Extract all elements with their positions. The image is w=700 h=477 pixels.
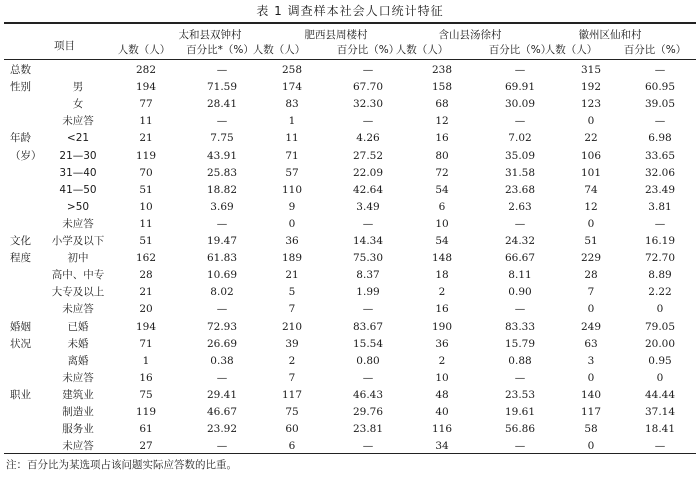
percent-cell: 32.30 [352,98,384,110]
row-item-label: 服务业 [62,423,94,435]
row-item-label: 未应答 [62,218,94,230]
percent-cell: 44.44 [644,389,676,401]
count-cell: 11 [285,132,299,144]
count-cell: 119 [135,406,157,418]
percent-cell: 39.05 [644,98,676,110]
count-cell: 190 [431,321,453,333]
percent-cell: 20.00 [644,338,676,350]
percent-cell: 69.91 [504,81,536,93]
percent-cell: 0.38 [210,355,234,367]
count-cell: 117 [580,406,602,418]
count-cell: 282 [135,64,157,76]
percent-cell: 72.70 [644,252,676,264]
count-cell: 0 [587,372,595,384]
count-cell: 54 [435,184,449,196]
percent-cell: 6.98 [648,132,672,144]
row-item-label: 31—40 [59,167,97,179]
percent-cell: — [514,372,526,384]
percent-cell: 23.92 [206,423,238,435]
row-item-label: >50 [66,201,90,213]
count-cell: 36 [435,338,449,350]
percent-cell: 2.63 [508,201,532,213]
percent-cell: — [514,440,526,452]
row-item-label: 已婚 [67,321,89,333]
percent-cell: — [514,115,526,127]
count-cell: 71 [285,150,299,162]
header-percent-label: 百分比*（%） [186,44,254,56]
row-group-label: 年龄 [10,132,31,144]
row-group-label: 程度 [10,252,31,264]
percent-cell: 60.95 [644,81,676,93]
row-item-label: 未应答 [62,115,94,127]
percent-cell: 23.53 [504,389,536,401]
header-count-label: 人数（人） [252,44,306,56]
percent-cell: 27.52 [352,150,384,162]
count-cell: 3 [587,355,595,367]
percent-cell: — [362,440,374,452]
percent-cell: — [514,64,526,76]
header-village-name: 肥西县周楼村 [304,29,368,41]
percent-cell: 56.86 [504,423,536,435]
percent-cell: 61.83 [206,252,238,264]
count-cell: 101 [580,167,602,179]
percent-cell: — [216,440,228,452]
percent-cell: 7.75 [210,132,234,144]
row-group-label: 婚姻 [10,321,31,333]
percent-cell: 42.64 [352,184,384,196]
percent-cell: 29.76 [352,406,384,418]
percent-cell: 22.09 [352,167,384,179]
count-cell: 48 [435,389,449,401]
percent-cell: 7.02 [508,132,532,144]
count-cell: 2 [288,355,296,367]
percent-cell: 0.80 [356,355,380,367]
count-cell: 10 [139,201,153,213]
count-cell: 0 [587,218,595,230]
percent-cell: 35.09 [504,150,536,162]
row-item-label: 建筑业 [62,389,94,401]
percent-cell: 8.02 [210,286,234,298]
percent-cell: 75.30 [352,252,384,264]
percent-cell: 83.33 [504,321,536,333]
percent-cell: — [216,372,228,384]
percent-cell: — [514,218,526,230]
count-cell: 12 [584,201,598,213]
table-title: 表 1 调查样本社会人口统计特征 [256,4,444,18]
row-item-label: 初中 [67,252,89,264]
percent-cell: 15.79 [504,338,536,350]
percent-cell: 10.69 [206,269,238,281]
header-village-name: 太和县双钟村 [178,29,242,41]
count-cell: 2 [438,355,446,367]
row-item-label: 41—50 [59,184,97,196]
count-cell: 6 [288,440,296,452]
count-cell: 75 [139,389,153,401]
count-cell: 34 [435,440,449,452]
count-cell: 71 [139,338,153,350]
count-cell: 7 [288,372,296,384]
count-cell: 27 [139,440,153,452]
row-item-label: 未应答 [62,372,94,384]
percent-cell: 0.90 [508,286,532,298]
percent-cell: 37.14 [644,406,676,418]
percent-cell: 66.67 [504,252,536,264]
count-cell: 238 [431,64,453,76]
row-item-label: 大专及以上 [51,286,105,298]
percent-cell: 43.91 [206,150,238,162]
count-cell: 110 [281,184,303,196]
table-rule [4,59,696,60]
row-item-label: 高中、中专 [51,269,105,281]
percent-cell: 23.68 [504,184,536,196]
percent-cell: 15.54 [352,338,384,350]
header-item-label: 项目 [54,40,75,52]
row-item-label: 未应答 [62,440,94,452]
row-item-label: 男 [72,81,84,93]
count-cell: 20 [139,303,153,315]
percent-cell: 3.49 [356,201,380,213]
count-cell: 21 [285,269,299,281]
percent-cell: — [362,115,374,127]
count-cell: 16 [435,303,449,315]
count-cell: 80 [435,150,449,162]
percent-cell: 18.41 [644,423,676,435]
count-cell: 40 [435,406,449,418]
percent-cell: 1.99 [356,286,380,298]
count-cell: 21 [139,286,153,298]
count-cell: 194 [135,321,157,333]
percent-cell: 26.69 [206,338,238,350]
row-group-label: （岁） [10,150,42,162]
row-group-label: 性别 [10,81,31,93]
percent-cell: 8.37 [356,269,380,281]
percent-cell: 19.61 [504,406,536,418]
count-cell: 70 [139,167,153,179]
percent-cell: — [362,64,374,76]
count-cell: 57 [285,167,299,179]
count-cell: 189 [281,252,303,264]
percent-cell: 46.43 [352,389,384,401]
percent-cell: — [362,372,374,384]
count-cell: 61 [139,423,153,435]
percent-cell: 18.82 [206,184,238,196]
count-cell: 28 [139,269,153,281]
count-cell: 148 [431,252,453,264]
row-item-label: 制造业 [62,406,94,418]
count-cell: 83 [285,98,299,110]
percent-cell: — [216,303,228,315]
count-cell: 106 [580,150,602,162]
count-cell: 116 [431,423,453,435]
count-cell: 10 [435,218,449,230]
percent-cell: 8.89 [648,269,672,281]
count-cell: 12 [435,115,449,127]
count-cell: 36 [285,235,299,247]
percent-cell: 14.34 [352,235,384,247]
table-rule [4,22,696,24]
count-cell: 51 [584,235,598,247]
percent-cell: — [216,64,228,76]
percent-cell: 25.83 [206,167,238,179]
count-cell: 1 [288,115,296,127]
count-cell: 39 [285,338,299,350]
row-group-label: 总数 [10,64,31,76]
percent-cell: — [216,115,228,127]
percent-cell: 2.22 [648,286,672,298]
percent-cell: — [362,218,374,230]
percent-cell: 19.47 [206,235,238,247]
header-percent-label: 百分比（%） [488,44,552,56]
count-cell: 9 [288,201,296,213]
count-cell: 60 [285,423,299,435]
count-cell: 123 [580,98,602,110]
count-cell: 18 [435,269,449,281]
count-cell: 0 [587,303,595,315]
count-cell: 6 [438,201,446,213]
percent-cell: 29.41 [206,389,238,401]
count-cell: 117 [281,389,303,401]
percent-cell: — [216,218,228,230]
count-cell: 11 [139,218,153,230]
percent-cell: 0.88 [508,355,532,367]
count-cell: 140 [580,389,602,401]
percent-cell: 23.49 [644,184,676,196]
row-group-label: 状况 [10,338,31,350]
percent-cell: 33.65 [644,150,676,162]
percent-cell: 3.81 [648,201,672,213]
count-cell: 249 [580,321,602,333]
percent-cell: 67.70 [352,81,384,93]
percent-cell: 83.67 [352,321,384,333]
count-cell: 77 [139,98,153,110]
count-cell: 16 [139,372,153,384]
count-cell: 158 [431,81,453,93]
row-item-label: 未婚 [67,338,89,350]
header-village-name: 含山县汤徐村 [438,29,502,41]
row-item-label: 离婚 [67,355,89,367]
header-count-label: 人数（人） [395,44,449,56]
count-cell: 7 [587,286,595,298]
count-cell: 229 [580,252,602,264]
table-footnote: 注：百分比为某选项占该问题实际应答数的比重。 [6,459,237,471]
count-cell: 28 [584,269,598,281]
row-item-label: <21 [66,132,90,144]
row-item-label: 小学及以下 [51,235,105,247]
percent-cell: — [514,303,526,315]
percent-cell: — [362,303,374,315]
percent-cell: 31.58 [504,167,536,179]
row-group-label: 文化 [10,235,31,247]
count-cell: 2 [438,286,446,298]
count-cell: 258 [281,64,303,76]
header-village-name: 徽州区仙和村 [578,29,642,41]
count-cell: 5 [288,286,296,298]
row-group-label: 职业 [10,389,31,401]
count-cell: 1 [142,355,150,367]
percent-cell: 8.11 [508,269,532,281]
percent-cell: 0.95 [648,355,672,367]
count-cell: 58 [584,423,598,435]
count-cell: 7 [288,303,296,315]
count-cell: 11 [139,115,153,127]
percent-cell: — [654,440,666,452]
count-cell: 51 [139,184,153,196]
percent-cell: 0 [656,303,664,315]
row-item-label: 21—30 [59,150,97,162]
percent-cell: 32.06 [644,167,676,179]
header-percent-label: 百分比（%） [623,44,687,56]
percent-cell: 72.93 [206,321,238,333]
count-cell: 72 [435,167,449,179]
percent-cell: 71.59 [206,81,238,93]
count-cell: 21 [139,132,153,144]
count-cell: 0 [288,218,296,230]
count-cell: 22 [584,132,598,144]
count-cell: 0 [587,440,595,452]
count-cell: 210 [281,321,303,333]
count-cell: 119 [135,150,157,162]
percent-cell: — [654,218,666,230]
percent-cell: 16.19 [644,235,676,247]
count-cell: 315 [580,64,602,76]
count-cell: 51 [139,235,153,247]
row-item-label: 未应答 [62,303,94,315]
row-item-label: 女 [72,98,84,110]
count-cell: 63 [584,338,598,350]
percent-cell: 0 [656,372,664,384]
percent-cell: 3.69 [210,201,234,213]
count-cell: 75 [285,406,299,418]
count-cell: 162 [135,252,157,264]
percent-cell: 28.41 [206,98,238,110]
percent-cell: 46.67 [206,406,238,418]
header-percent-label: 百分比（%） [336,44,400,56]
percent-cell: 4.26 [356,132,380,144]
percent-cell: — [654,115,666,127]
percent-cell: 24.32 [504,235,536,247]
count-cell: 192 [580,81,602,93]
percent-cell: — [654,64,666,76]
count-cell: 0 [587,115,595,127]
percent-cell: 23.81 [352,423,384,435]
percent-cell: 79.05 [644,321,676,333]
count-cell: 74 [584,184,598,196]
percent-cell: 30.09 [504,98,536,110]
count-cell: 16 [435,132,449,144]
count-cell: 174 [281,81,303,93]
header-count-label: 人数（人） [117,44,171,56]
count-cell: 54 [435,235,449,247]
count-cell: 10 [435,372,449,384]
count-cell: 194 [135,81,157,93]
header-count-label: 人数（人） [544,44,598,56]
count-cell: 68 [435,98,449,110]
